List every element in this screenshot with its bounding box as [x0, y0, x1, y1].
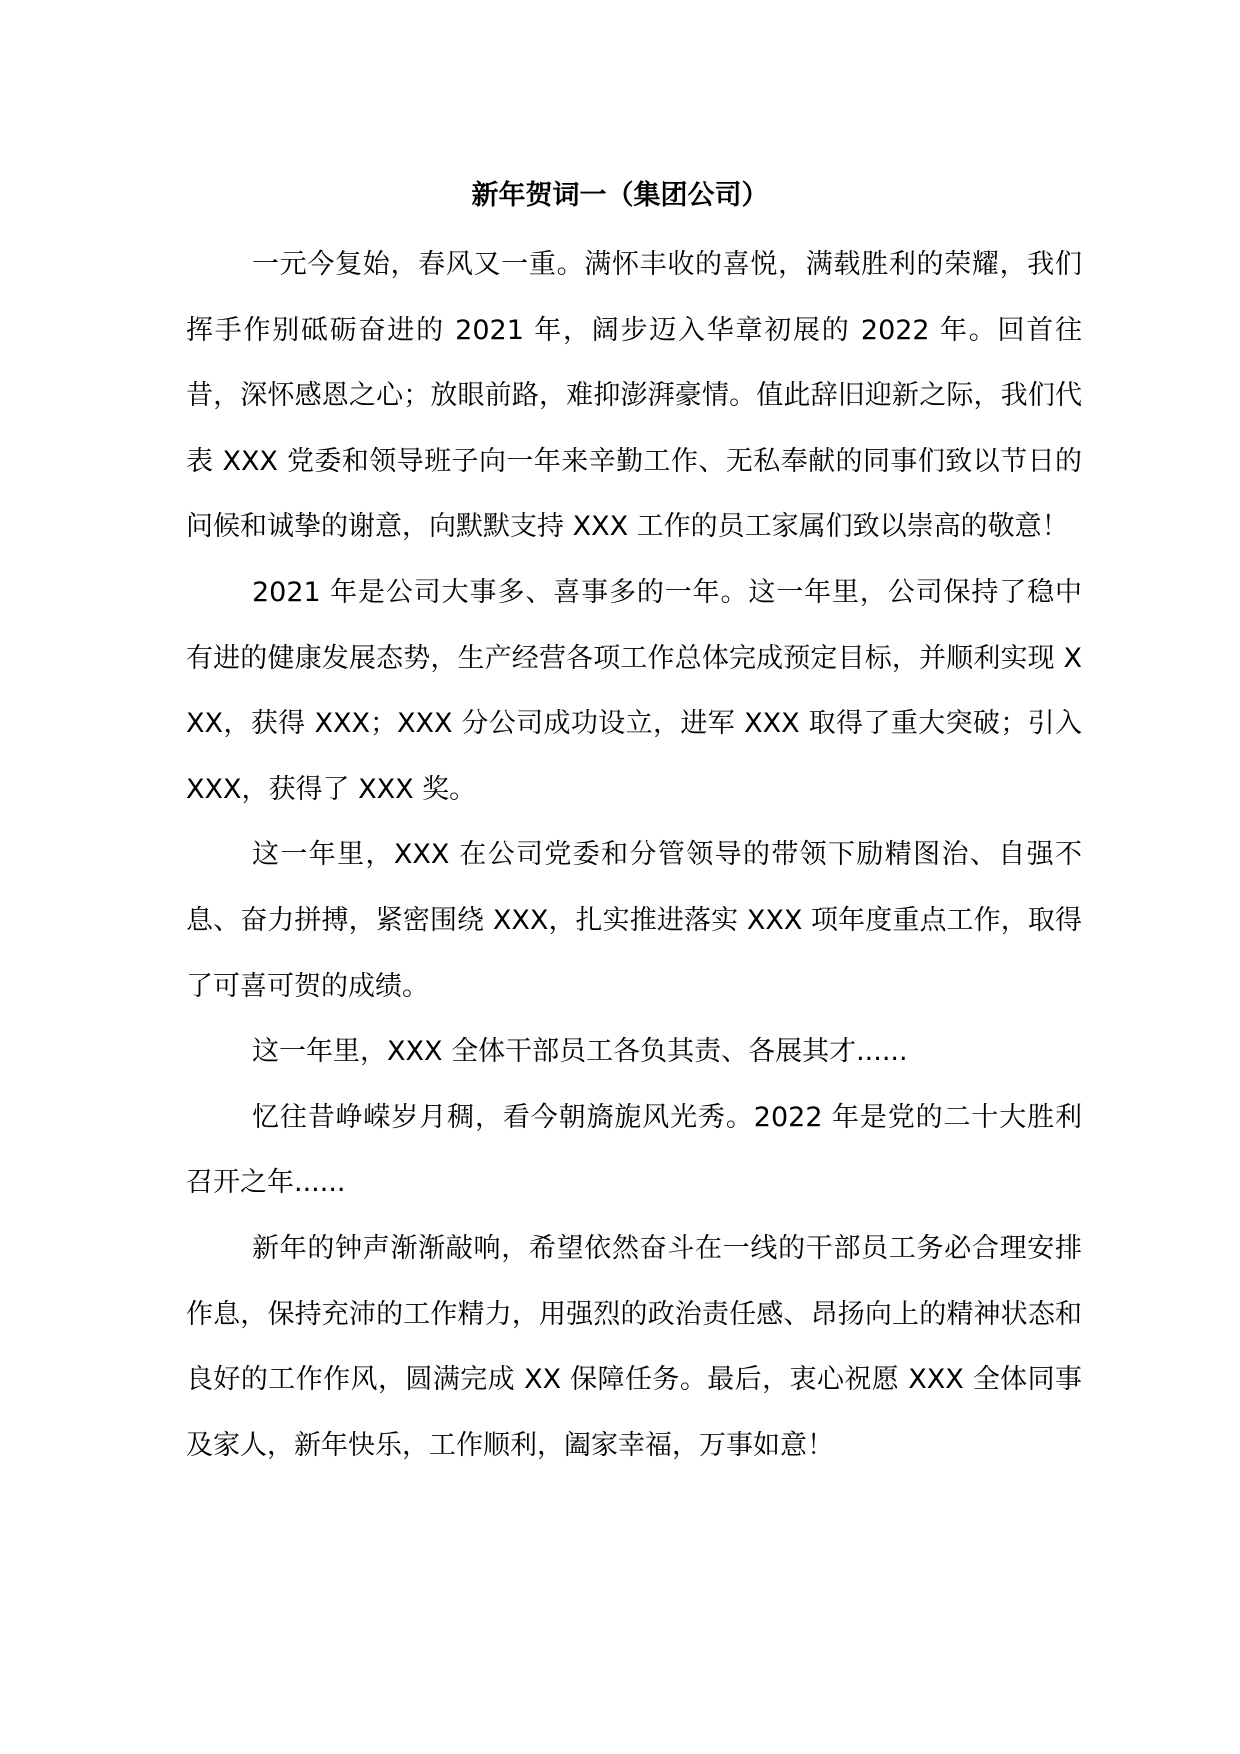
paragraph-2021-review: 2021 年是公司大事多、喜事多的一年。这一年里，公司保持了稳中有进的健康发展态势，生产经营各项工作总体完成预定目标，并顺利实现 XXX，获得 XXX；XXX 分公司成功设立，进军 XXX 取得了重大突破；引入 XXX，获得了 XXX 奖。: [186, 576, 1082, 805]
paragraph-staff: 这一年里，XXX 全体干部员工各负其责、各展其才......: [252, 1036, 908, 1068]
paragraph-2022-outlook: 忆往昔峥嵘岁月稠，看今朝旖旎风光秀。2022 年是党的二十大胜利召开之年......: [186, 1101, 1082, 1199]
document-body: [186, 232, 1082, 1478]
paragraph-closing-wishes: 新年的钟声渐渐敲响，希望依然奋斗在一线的干部员工务必合理安排作息，保持充沛的工作精力，用强烈的政治责任感、昂扬向上的精神状态和良好的工作作风，圆满完成 XX 保障任务。最后，衷心祝愿 XXX 全体同事及家人，新年快乐，工作顺利，阖家幸福，万事如意！: [186, 1232, 1082, 1461]
document-title: 新年贺词一（集团公司）: [471, 180, 769, 211]
paragraph-opening: 一元今复始，春风又一重。满怀丰收的喜悦，满载胜利的荣耀，我们挥手作别砥砺奋进的 2021 年，阔步迈入华章初展的 2022 年。回首往昔，深怀感恩之心；放眼前路，难抑澎湃豪情。值此辞旧迎新之际，我们代表 XXX 党委和领导班子向一年来辛勤工作、无私奉献的同事们致以节日的问候和诚挚的谢意，向默默支持 XXX 工作的员工家属们致以崇高的敬意！: [186, 249, 1082, 543]
paragraph-achievements: 这一年里，XXX 在公司党委和分管领导的带领下励精图治、自强不息、奋力拼搏，紧密围绕 XXX，扎实推进落实 XXX 项年度重点工作，取得了可喜可贺的成绩。: [186, 839, 1082, 1002]
